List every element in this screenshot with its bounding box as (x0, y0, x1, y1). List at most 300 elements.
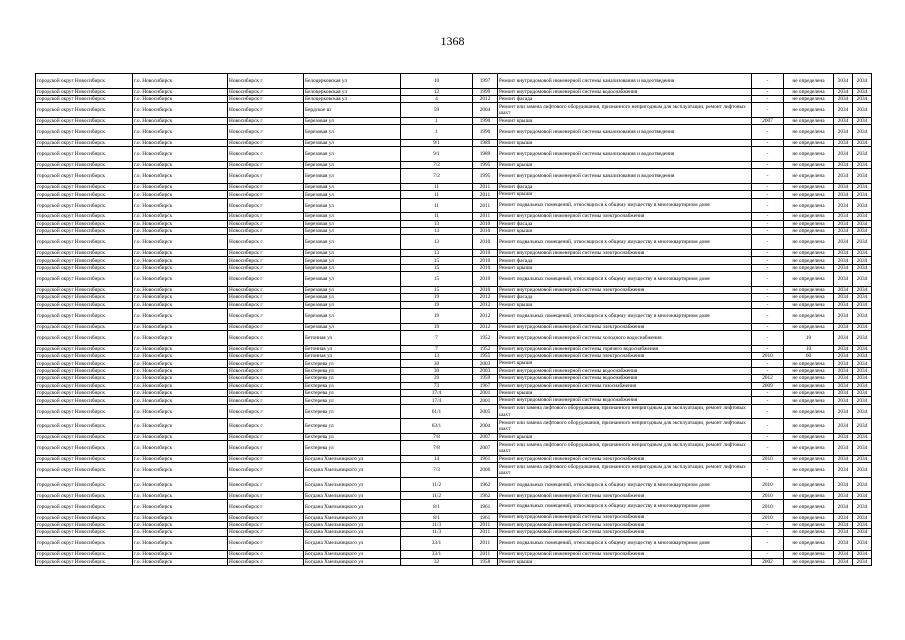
wear-cell: не определена (784, 250, 834, 257)
street-cell: Богдана Хмельницкого ул (304, 521, 401, 528)
municipality-cell: г.о. Новосибирск (133, 345, 228, 352)
wear-cell: не определена (784, 103, 834, 118)
wear-cell: не определена (784, 228, 834, 235)
municipality-cell: г.о. Новосибирск (133, 382, 228, 389)
house-number-cell: 15 (401, 264, 473, 271)
build-year-cell: 2012 (473, 294, 498, 301)
work-type-cell: Ремонт или замена лифтового оборудования, признанного непригодным для эксплуатации, ремонт лифтовых шахт (498, 441, 752, 456)
region-cell: городской округ Новосибирск (36, 558, 133, 565)
house-number-cell: 10 (401, 74, 473, 89)
plan-start-year-cell: 2034 (834, 228, 853, 235)
city-cell: Новосибирск г (228, 228, 304, 235)
street-cell: Бехтерева ул (304, 382, 401, 389)
plan-end-year-cell: 2034 (853, 228, 872, 235)
work-type-cell: Ремонт внутридомовой инженерной системы холодного водоснабжения (498, 330, 752, 345)
plan-start-year-cell: 2034 (834, 367, 853, 374)
table-row (36, 228, 872, 235)
last-repair-year-cell: - (752, 367, 784, 374)
table-row (36, 514, 872, 521)
house-number-cell: 63/1 (401, 419, 473, 434)
municipality-cell: г.о. Новосибирск (133, 198, 228, 213)
table-row (36, 294, 872, 301)
region-cell: городской округ Новосибирск (36, 264, 133, 271)
plan-start-year-cell: 2034 (834, 463, 853, 478)
plan-start-year-cell: 2034 (834, 492, 853, 499)
plan-end-year-cell: 2034 (853, 367, 872, 374)
work-type-cell: Ремонт крыши (498, 360, 752, 367)
build-year-cell: 2011 (473, 551, 498, 558)
work-type-cell: Ремонт подвальных помещений, относящихся к общему имуществу в многоквартирном доме (498, 272, 752, 287)
plan-start-year-cell: 2034 (834, 139, 853, 146)
house-number-cell: 8/1 (401, 499, 473, 514)
street-cell: Бехтерева ул (304, 360, 401, 367)
region-cell: городской округ Новосибирск (36, 272, 133, 287)
municipality-cell: г.о. Новосибирск (133, 228, 228, 235)
plan-start-year-cell: 2034 (834, 521, 853, 528)
build-year-cell: 2010 (473, 228, 498, 235)
work-type-cell: Ремонт внутридомовой инженерной системы канализования и водоотведения (498, 169, 752, 184)
house-number-cell: 11/3 (401, 529, 473, 536)
plan-end-year-cell: 2034 (853, 455, 872, 462)
build-year-cell: 2011 (473, 213, 498, 220)
last-repair-year-cell: - (752, 294, 784, 301)
last-repair-year-cell: - (752, 88, 784, 95)
page-number: 1368 (440, 34, 465, 48)
work-type-cell: Ремонт крыши (498, 117, 752, 124)
build-year-cell: 1997 (473, 74, 498, 89)
plan-start-year-cell: 2034 (834, 294, 853, 301)
last-repair-year-cell: 2010 (752, 492, 784, 499)
build-year-cell: 1995 (473, 161, 498, 168)
region-cell: городской округ Новосибирск (36, 309, 133, 324)
city-cell: Новосибирск г (228, 389, 304, 396)
plan-start-year-cell: 2034 (834, 397, 853, 404)
region-cell: городской округ Новосибирск (36, 367, 133, 374)
street-cell: Бетонная ул (304, 330, 401, 345)
plan-start-year-cell: 2034 (834, 404, 853, 419)
plan-end-year-cell: 2034 (853, 309, 872, 324)
street-cell: Бетонная ул (304, 352, 401, 359)
work-type-cell: Ремонт внутридомовой инженерной системы канализования и водоотведения (498, 147, 752, 162)
build-year-cell: 1952 (473, 345, 498, 352)
house-number-cell: 7/2 (401, 169, 473, 184)
plan-end-year-cell: 2034 (853, 529, 872, 536)
municipality-cell: г.о. Новосибирск (133, 191, 228, 198)
wear-cell: не определена (784, 499, 834, 514)
street-cell: Богдана Хмельницкого ул (304, 499, 401, 514)
city-cell: Новосибирск г (228, 521, 304, 528)
municipality-cell: г.о. Новосибирск (133, 360, 228, 367)
plan-end-year-cell: 2034 (853, 330, 872, 345)
city-cell: Новосибирск г (228, 499, 304, 514)
build-year-cell: 2007 (473, 433, 498, 440)
city-cell: Новосибирск г (228, 272, 304, 287)
work-type-cell: Ремонт внутридомовой инженерной системы горячего водоснабжения (498, 345, 752, 352)
plan-end-year-cell: 2034 (853, 345, 872, 352)
city-cell: Новосибирск г (228, 536, 304, 551)
street-cell: Березовая ул (304, 301, 401, 308)
table-row (36, 360, 872, 367)
plan-start-year-cell: 2034 (834, 499, 853, 514)
region-cell: городской округ Новосибирск (36, 198, 133, 213)
table-body (36, 74, 872, 566)
municipality-cell: г.о. Новосибирск (133, 404, 228, 419)
plan-end-year-cell: 2034 (853, 74, 872, 89)
street-cell: Березовая ул (304, 213, 401, 220)
city-cell: Новосибирск г (228, 198, 304, 213)
city-cell: Новосибирск г (228, 88, 304, 95)
city-cell: Новосибирск г (228, 74, 304, 89)
municipality-cell: г.о. Новосибирск (133, 264, 228, 271)
city-cell: Новосибирск г (228, 330, 304, 345)
street-cell: Богдана Хмельницкого ул (304, 558, 401, 565)
table-row (36, 125, 872, 140)
region-cell: городской округ Новосибирск (36, 441, 133, 456)
last-repair-year-cell: - (752, 183, 784, 190)
municipality-cell: г.о. Новосибирск (133, 257, 228, 264)
municipality-cell: г.о. Новосибирск (133, 220, 228, 227)
city-cell: Новосибирск г (228, 191, 304, 198)
last-repair-year-cell: - (752, 125, 784, 140)
plan-start-year-cell: 2034 (834, 455, 853, 462)
house-number-cell: 9/1 (401, 139, 473, 146)
house-number-cell: 61/1 (401, 404, 473, 419)
last-repair-year-cell: - (752, 301, 784, 308)
municipality-cell: г.о. Новосибирск (133, 375, 228, 382)
plan-end-year-cell: 2034 (853, 389, 872, 396)
wear-cell: не определена (784, 139, 834, 146)
wear-cell: не определена (784, 95, 834, 102)
street-cell: Богдана Хмельницкого ул (304, 492, 401, 499)
table-row (36, 397, 872, 404)
house-number-cell: 19 (401, 309, 473, 324)
plan-end-year-cell: 2034 (853, 125, 872, 140)
street-cell: Бехтерева ул (304, 375, 401, 382)
city-cell: Новосибирск г (228, 419, 304, 434)
street-cell: Бетонная ул (304, 345, 401, 352)
table-row (36, 330, 872, 345)
table-row (36, 250, 872, 257)
plan-start-year-cell: 2034 (834, 272, 853, 287)
plan-end-year-cell: 2034 (853, 235, 872, 250)
city-cell: Новосибирск г (228, 309, 304, 324)
last-repair-year-cell: - (752, 404, 784, 419)
city-cell: Новосибирск г (228, 294, 304, 301)
street-cell: Березовая ул (304, 191, 401, 198)
plan-end-year-cell: 2034 (853, 161, 872, 168)
wear-cell: не определена (784, 213, 834, 220)
street-cell: Березовая ул (304, 125, 401, 140)
table-row (36, 213, 872, 220)
plan-start-year-cell: 2034 (834, 309, 853, 324)
street-cell: Березовая ул (304, 169, 401, 184)
plan-end-year-cell: 2034 (853, 375, 872, 382)
municipality-cell: г.о. Новосибирск (133, 419, 228, 434)
street-cell: Бехтерева ул (304, 441, 401, 456)
region-cell: городской округ Новосибирск (36, 103, 133, 118)
build-year-cell: 2005 (473, 404, 498, 419)
work-type-cell: Ремонт внутридомовой инженерной системы водоснабжения (498, 88, 752, 95)
city-cell: Новосибирск г (228, 382, 304, 389)
city-cell: Новосибирск г (228, 117, 304, 124)
house-number-cell: 7/3 (401, 463, 473, 478)
street-cell: Бехтерева ул (304, 367, 401, 374)
municipality-cell: г.о. Новосибирск (133, 309, 228, 324)
plan-end-year-cell: 2034 (853, 433, 872, 440)
city-cell: Новосибирск г (228, 235, 304, 250)
wear-cell: 10 (784, 330, 834, 345)
work-type-cell: Ремонт фасада (498, 220, 752, 227)
last-repair-year-cell: - (752, 213, 784, 220)
plan-end-year-cell: 2034 (853, 441, 872, 456)
table-row (36, 375, 872, 382)
municipality-cell: г.о. Новосибирск (133, 499, 228, 514)
street-cell: Березовая ул (304, 250, 401, 257)
last-repair-year-cell: - (752, 272, 784, 287)
last-repair-year-cell: - (752, 103, 784, 118)
house-number-cell: 14 (401, 455, 473, 462)
street-cell: Белоцерковская ул (304, 95, 401, 102)
work-type-cell: Ремонт крыши (498, 433, 752, 440)
plan-start-year-cell: 2034 (834, 250, 853, 257)
city-cell: Новосибирск г (228, 397, 304, 404)
plan-start-year-cell: 2034 (834, 286, 853, 293)
region-cell: городской округ Новосибирск (36, 213, 133, 220)
plan-start-year-cell: 2034 (834, 88, 853, 95)
house-number-cell: 7/2 (401, 161, 473, 168)
street-cell: Бехтерева ул (304, 397, 401, 404)
plan-start-year-cell: 2034 (834, 301, 853, 308)
municipality-cell: г.о. Новосибирск (133, 88, 228, 95)
last-repair-year-cell: - (752, 250, 784, 257)
house-number-cell: 19 (401, 294, 473, 301)
plan-end-year-cell: 2034 (853, 264, 872, 271)
work-type-cell: Ремонт фасада (498, 95, 752, 102)
build-year-cell: 1952 (473, 330, 498, 345)
municipality-cell: г.о. Новосибирск (133, 551, 228, 558)
build-year-cell: 2007 (473, 441, 498, 456)
build-year-cell: 2012 (473, 301, 498, 308)
build-year-cell: 2011 (473, 521, 498, 528)
work-type-cell: Ремонт внутридомовой инженерной системы электроснабжения (498, 551, 752, 558)
wear-cell: не определена (784, 125, 834, 140)
work-type-cell: Ремонт крыши (498, 264, 752, 271)
table-row (36, 95, 872, 102)
wear-cell: не определена (784, 301, 834, 308)
work-type-cell: Ремонт внутридомовой инженерной системы электроснабжения (498, 521, 752, 528)
plan-start-year-cell: 2034 (834, 529, 853, 536)
house-number-cell: 15 (401, 257, 473, 264)
plan-end-year-cell: 2034 (853, 213, 872, 220)
build-year-cell: 1961 (473, 499, 498, 514)
city-cell: Новосибирск г (228, 95, 304, 102)
plan-start-year-cell: 2034 (834, 352, 853, 359)
house-number-cell: 17/4 (401, 397, 473, 404)
street-cell: Березовая ул (304, 257, 401, 264)
city-cell: Новосибирск г (228, 147, 304, 162)
municipality-cell: г.о. Новосибирск (133, 103, 228, 118)
region-cell: городской округ Новосибирск (36, 95, 133, 102)
table-row (36, 147, 872, 162)
work-type-cell: Ремонт подвальных помещений, относящихся к общему имуществу в многоквартирном доме (498, 198, 752, 213)
street-cell: Березовая ул (304, 235, 401, 250)
last-repair-year-cell: - (752, 74, 784, 89)
wear-cell: не определена (784, 492, 834, 499)
region-cell: городской округ Новосибирск (36, 551, 133, 558)
municipality-cell: г.о. Новосибирск (133, 161, 228, 168)
street-cell: Богдана Хмельницкого ул (304, 477, 401, 492)
plan-start-year-cell: 2034 (834, 103, 853, 118)
city-cell: Новосибирск г (228, 220, 304, 227)
house-number-cell: 13 (401, 220, 473, 227)
region-cell: городской округ Новосибирск (36, 117, 133, 124)
street-cell: Бехтерева ул (304, 404, 401, 419)
work-type-cell: Ремонт внутридомовой инженерной системы электроснабжения (498, 514, 752, 521)
city-cell: Новосибирск г (228, 477, 304, 492)
table-row (36, 441, 872, 456)
street-cell: Березовая ул (304, 147, 401, 162)
build-year-cell: 2011 (473, 191, 498, 198)
wear-cell: не определена (784, 147, 834, 162)
last-repair-year-cell: - (752, 286, 784, 293)
wear-cell: 60 (784, 352, 834, 359)
wear-cell: не определена (784, 183, 834, 190)
wear-cell: не определена (784, 382, 834, 389)
table-row (36, 352, 872, 359)
house-number-cell: 7/8 (401, 433, 473, 440)
municipality-cell: г.о. Новосибирск (133, 95, 228, 102)
last-repair-year-cell: - (752, 264, 784, 271)
city-cell: Новосибирск г (228, 433, 304, 440)
table-row (36, 169, 872, 184)
wear-cell: не определена (784, 375, 834, 382)
region-cell: городской округ Новосибирск (36, 147, 133, 162)
plan-end-year-cell: 2034 (853, 139, 872, 146)
municipality-cell: г.о. Новосибирск (133, 514, 228, 521)
region-cell: городской округ Новосибирск (36, 257, 133, 264)
work-type-cell: Ремонт или замена лифтового оборудования, признанного непригодным для эксплуатации, ремонт лифтовых шахт (498, 419, 752, 434)
plan-start-year-cell: 2034 (834, 161, 853, 168)
plan-start-year-cell: 2034 (834, 382, 853, 389)
wear-cell: не определена (784, 191, 834, 198)
wear-cell: не определена (784, 264, 834, 271)
table-row (36, 499, 872, 514)
last-repair-year-cell: - (752, 323, 784, 330)
municipality-cell: г.о. Новосибирск (133, 74, 228, 89)
municipality-cell: г.о. Новосибирск (133, 323, 228, 330)
work-type-cell: Ремонт подвальных помещений, относящихся к общему имуществу в многоквартирном доме (498, 477, 752, 492)
municipality-cell: г.о. Новосибирск (133, 294, 228, 301)
last-repair-year-cell: 2010 (752, 477, 784, 492)
municipality-cell: г.о. Новосибирск (133, 286, 228, 293)
last-repair-year-cell: - (752, 463, 784, 478)
plan-end-year-cell: 2034 (853, 323, 872, 330)
build-year-cell: 2012 (473, 309, 498, 324)
table-row (36, 191, 872, 198)
plan-end-year-cell: 2034 (853, 382, 872, 389)
wear-cell: не определена (784, 286, 834, 293)
region-cell: городской округ Новосибирск (36, 301, 133, 308)
build-year-cell: 1962 (473, 477, 498, 492)
plan-start-year-cell: 2034 (834, 95, 853, 102)
work-type-cell: Ремонт крыши (498, 301, 752, 308)
municipality-cell: г.о. Новосибирск (133, 213, 228, 220)
city-cell: Новосибирск г (228, 345, 304, 352)
plan-end-year-cell: 2034 (853, 463, 872, 478)
wear-cell: не определена (784, 367, 834, 374)
work-type-cell: Ремонт внутридомовой инженерной системы электроснабжения (498, 286, 752, 293)
plan-end-year-cell: 2034 (853, 88, 872, 95)
work-type-cell: Ремонт или замена лифтового оборудования, признанного непригодным для эксплуатации, ремонт лифтовых шахт (498, 404, 752, 419)
city-cell: Новосибирск г (228, 103, 304, 118)
work-type-cell: Ремонт внутридомовой инженерной системы электроснабжения (498, 492, 752, 499)
municipality-cell: г.о. Новосибирск (133, 235, 228, 250)
region-cell: городской округ Новосибирск (36, 352, 133, 359)
region-cell: городской округ Новосибирск (36, 235, 133, 250)
plan-start-year-cell: 2034 (834, 536, 853, 551)
municipality-cell: г.о. Новосибирск (133, 352, 228, 359)
last-repair-year-cell: - (752, 397, 784, 404)
street-cell: Березовая ул (304, 117, 401, 124)
table-row (36, 161, 872, 168)
last-repair-year-cell: - (752, 235, 784, 250)
street-cell: Березовая ул (304, 220, 401, 227)
wear-cell: не определена (784, 161, 834, 168)
region-cell: городской округ Новосибирск (36, 323, 133, 330)
work-type-cell: Ремонт крыши (498, 161, 752, 168)
city-cell: Новосибирск г (228, 551, 304, 558)
last-repair-year-cell: - (752, 521, 784, 528)
wear-cell: не определена (784, 88, 834, 95)
street-cell: Бехтерева ул (304, 419, 401, 434)
city-cell: Новосибирск г (228, 161, 304, 168)
house-number-cell: 9/1 (401, 147, 473, 162)
street-cell: Белоцерковская ул (304, 88, 401, 95)
work-type-cell: Ремонт внутридомовой инженерной системы электроснабжения (498, 455, 752, 462)
municipality-cell: г.о. Новосибирск (133, 330, 228, 345)
plan-start-year-cell: 2034 (834, 419, 853, 434)
street-cell: Богдана Хмельницкого ул (304, 455, 401, 462)
plan-start-year-cell: 2034 (834, 389, 853, 396)
house-number-cell: 73 (401, 382, 473, 389)
last-repair-year-cell: 2010 (752, 352, 784, 359)
build-year-cell: 2012 (473, 323, 498, 330)
region-cell: городской округ Новосибирск (36, 382, 133, 389)
build-year-cell: 1995 (473, 169, 498, 184)
build-year-cell: 2011 (473, 183, 498, 190)
build-year-cell: 2010 (473, 220, 498, 227)
last-repair-year-cell: 2010 (752, 499, 784, 514)
city-cell: Новосибирск г (228, 183, 304, 190)
last-repair-year-cell: 2009 (752, 382, 784, 389)
municipality-cell: г.о. Новосибирск (133, 397, 228, 404)
last-repair-year-cell: - (752, 198, 784, 213)
table-row (36, 558, 872, 565)
last-repair-year-cell: 2012 (752, 375, 784, 382)
last-repair-year-cell: 2010 (752, 455, 784, 462)
last-repair-year-cell: - (752, 309, 784, 324)
house-number-cell: 19 (401, 301, 473, 308)
house-number-cell: 59 (401, 103, 473, 118)
street-cell: Березовая ул (304, 198, 401, 213)
table-row (36, 103, 872, 118)
plan-end-year-cell: 2034 (853, 404, 872, 419)
capital-repair-table (35, 73, 872, 566)
last-repair-year-cell: - (752, 360, 784, 367)
region-cell: городской округ Новосибирск (36, 139, 133, 146)
street-cell: Березовая ул (304, 272, 401, 287)
plan-start-year-cell: 2034 (834, 264, 853, 271)
